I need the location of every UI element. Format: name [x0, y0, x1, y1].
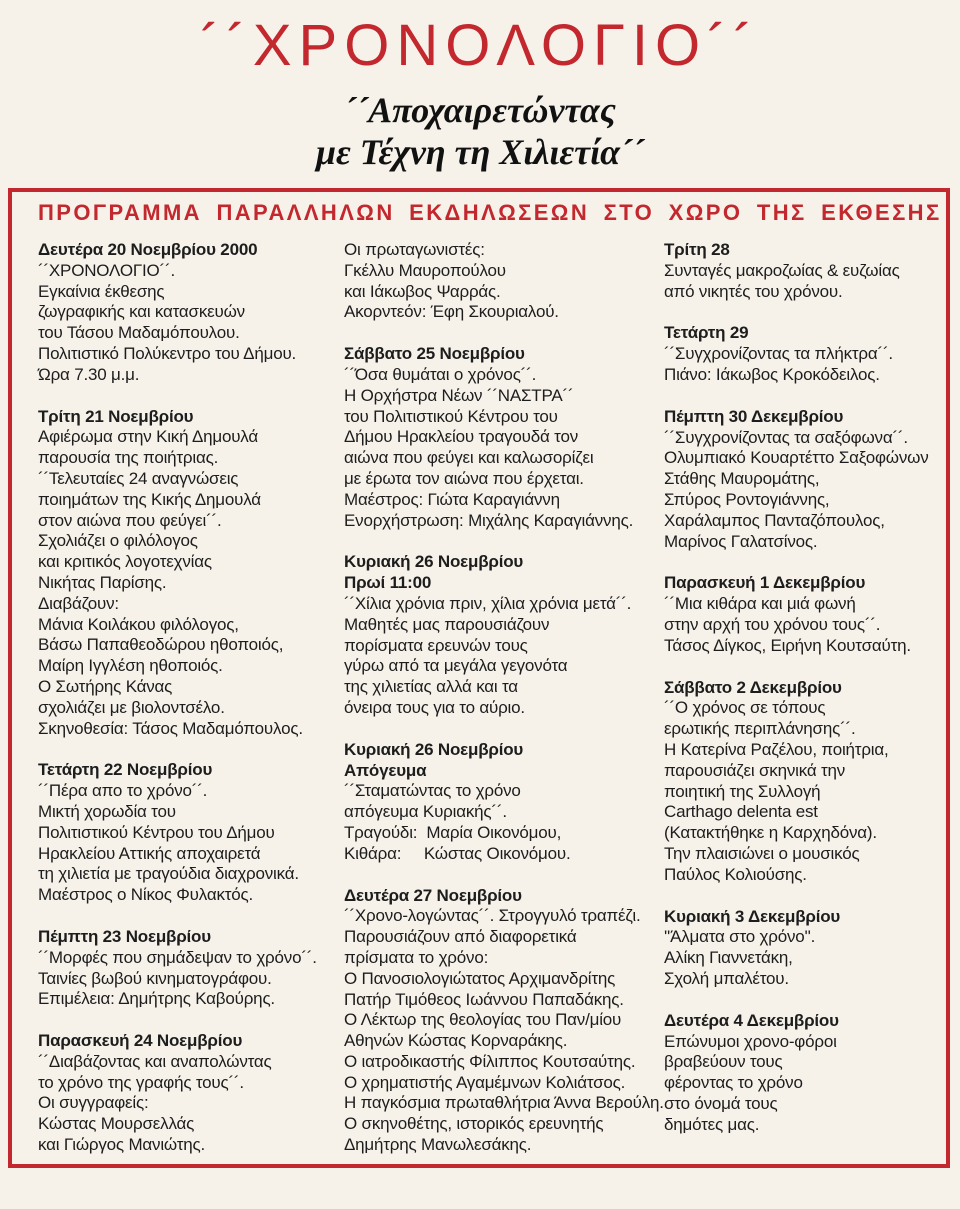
event-date-heading: Σάββατο 25 Νοεμβρίου — [344, 344, 525, 364]
event-text-line: ποιητική της Συλλογή — [664, 781, 821, 801]
event-text-line: Πολιτιστικό Πολύκεντρο του Δήμου. — [38, 343, 297, 363]
event-date-heading: Τρίτη 28 — [664, 240, 730, 259]
event-text-line: ´´ΧΡΟΝΟΛΟΓΙΟ´´. — [38, 260, 175, 280]
event-date-heading: Δευτέρα 27 Νοεμβρίου — [344, 885, 522, 905]
event-text-line: φέροντας το χρόνο — [664, 1073, 803, 1093]
event-date-heading: Κυριακή 3 Δεκεμβρίου — [664, 906, 841, 926]
event-text-line: Σπύρος Ροντογιάννης, — [664, 489, 830, 509]
event-date-heading: Τετάρτη 22 Νοεμβρίου — [38, 760, 213, 780]
event-entry — [664, 323, 954, 385]
event-text-line: πορίσματα ερευνών τους — [344, 635, 528, 655]
event-text-line: παρουσιάζει σκηνικά την — [664, 760, 846, 780]
event-text-line: στον αιώνα που φεύγει´´. — [38, 510, 222, 530]
event-text-line: Επιμέλεια: Δημήτρης Καβούρης. — [38, 989, 275, 1009]
event-date-heading: Κυριακή 26 Νοεμβρίου — [344, 552, 524, 572]
event-text-line: Μαθητές μας παρουσιάζουν — [344, 614, 550, 634]
event-text-line: Παύλος Κολιούσης. — [664, 864, 807, 884]
page-title: ´´ΧΡΟΝΟΛΟΓΙΟ´´ — [200, 13, 760, 78]
event-entry — [664, 907, 954, 990]
event-text-line: και Ιάκωβος Ψαρράς. — [344, 281, 501, 301]
event-entry — [38, 407, 340, 740]
event-date-heading: Πρωί 11:00 — [344, 573, 432, 593]
event-entry — [344, 344, 660, 531]
event-text-line: (Κατακτήθηκε η Καρχηδόνα). — [664, 823, 877, 843]
event-text-line: Κώστας Μουρσελλάς — [38, 1114, 195, 1134]
event-text-line: από νικητές του χρόνου. — [664, 281, 843, 301]
event-text-line: Η Κατερίνα Ραζέλου, ποιήτρια, — [664, 739, 889, 759]
page-subtitle — [0, 89, 960, 174]
event-text-line: Αλίκη Γιαννετάκη, — [664, 948, 793, 968]
event-text-line: ''Άλματα στο χρόνο''. — [664, 927, 816, 947]
event-text-line: Μαέστρος ο Νίκος Φυλακτός. — [38, 885, 254, 905]
event-text-line: Νικήτας Παρίσης. — [38, 572, 167, 592]
event-entry — [344, 740, 660, 865]
event-text-line: Οι συγγραφείς: — [38, 1093, 149, 1113]
event-text-line: ´´Μορφές που σημάδεψαν το χρόνο´´. — [38, 947, 317, 967]
event-entry — [38, 240, 340, 386]
page-subtitle-line2: με Τέχνη τη Χιλιετία´´ — [315, 132, 645, 173]
event-text-line: δημότες μας. — [664, 1114, 760, 1134]
event-text-line: ´´Συγχρονίζοντας τα σαξόφωνα´´. — [664, 427, 908, 447]
event-text-line: Στάθης Μαυρομάτης, — [664, 469, 820, 489]
event-text-line: παρουσία της ποιήτριας. — [38, 448, 219, 468]
event-entry — [38, 927, 340, 1010]
event-text-line: Κιθάρα: Κώστας Οικονόμου. — [344, 843, 571, 863]
event-entry — [664, 1011, 954, 1136]
event-entry — [38, 760, 340, 906]
event-text-line: στην αρχή του χρόνου τους´´. — [664, 614, 881, 634]
event-text-line: ζωγραφικής και κατασκευών — [38, 302, 245, 322]
event-text-line: Ταινίες βωβού κινηματογράφου. — [38, 968, 272, 988]
event-text-line: με έρωτα τον αιώνα που έρχεται. — [344, 468, 584, 488]
masthead — [0, 0, 960, 174]
event-date-heading: Δευτέρα 20 Νοεμβρίου 2000 — [38, 240, 258, 259]
event-date-heading: Πέμπτη 23 Νοεμβρίου — [38, 926, 211, 946]
event-date-heading: Σάββατο 2 Δεκεμβρίου — [664, 677, 842, 697]
event-entry — [344, 552, 660, 718]
event-text-line: Η παγκόσμια πρωταθλήτρια Άννα Βερούλη. — [344, 1093, 664, 1113]
event-text-line: ´´Χρονο-λογώντας´´. Στρογγυλό τραπέζι. — [344, 906, 641, 926]
event-text-line: και κριτικός λογοτεχνίας — [38, 552, 212, 572]
event-date-heading: Παρασκευή 24 Νοεμβρίου — [38, 1031, 243, 1051]
event-text-line: Ώρα 7.30 μ.μ. — [38, 364, 140, 384]
event-entry — [344, 885, 664, 1156]
event-text-line: το χρόνο της γραφής τους´´. — [38, 1072, 244, 1092]
event-text-line: ´´Ο χρόνος σε τόπους — [664, 698, 826, 718]
event-entry — [38, 1031, 340, 1156]
event-text-line: του Πολιτιστικού Κέντρου του — [344, 406, 558, 426]
event-text-line: Πιάνο: Ιάκωβος Κροκόδειλος. — [664, 364, 880, 384]
program-box — [8, 188, 950, 1168]
event-text-line: ´´Τελευταίες 24 αναγνώσεις — [38, 468, 239, 488]
event-text-line: Δημήτρης Μανωλεσάκης. — [344, 1135, 532, 1155]
event-date-heading: Τρίτη 21 Νοεμβρίου — [38, 406, 194, 426]
event-text-line: Μικτή χορωδία του — [38, 801, 176, 821]
event-text-line: Ακορντεόν: Έφη Σκουριαλού. — [344, 302, 559, 322]
event-text-line: Μαέστρος: Γιώτα Καραγιάννη — [344, 489, 560, 509]
event-date-heading: Κυριακή 26 Νοεμβρίου — [344, 739, 524, 759]
event-date-heading: Τετάρτη 29 — [664, 323, 749, 343]
event-text-line: όνειρα τους για το αύριο. — [344, 697, 525, 717]
program-column-2 — [344, 240, 664, 1177]
event-text-line: και Γιώργος Μανιώτης. — [38, 1135, 206, 1155]
event-text-line: Επώνυμοι χρονο-φόροι — [664, 1031, 837, 1051]
event-date-heading: Πέμπτη 30 Δεκεμβρίου — [664, 406, 844, 426]
event-text-line: Μαρίνος Γαλατσίνος. — [664, 531, 818, 551]
event-text-line: Γκέλλυ Μαυροπούλου — [344, 260, 506, 280]
event-text-line: Συνταγές μακροζωίας & ευζωίας — [664, 260, 900, 280]
event-text-line: πρίσματα το χρόνο: — [344, 947, 489, 967]
event-text-line: Ο χρηματιστής Αγαμέμνων Κολιάτσος. — [344, 1072, 626, 1092]
event-text-line: ερωτικής περιπλάνησης´´. — [664, 719, 856, 739]
event-text-line: Την πλαισιώνει ο μουσικός — [664, 843, 860, 863]
event-text-line: στο όνομά τους — [664, 1093, 778, 1113]
event-date-heading: Απόγευμα — [344, 760, 427, 780]
event-text-line: Χαράλαμπος Πανταζόπουλος, — [664, 510, 885, 530]
event-text-line: αιώνα που φεύγει και καλωσορίζει — [344, 448, 594, 468]
event-text-line: γύρω από τα μεγάλα γεγονότα — [344, 656, 568, 676]
event-text-line: Σκηνοθεσία: Τάσος Μαδαμόπουλος. — [38, 718, 303, 738]
event-text-line: ´´Μια κιθάρα και μιά φωνή — [664, 594, 856, 614]
event-text-line: Σχολή μπαλέτου. — [664, 968, 789, 988]
event-text-line: απόγευμα Κυριακής´´. — [344, 802, 507, 822]
event-text-line: Τραγούδι: Μαρία Οικονόμου, — [344, 822, 562, 842]
event-entry — [664, 240, 954, 302]
event-text-line: Ολυμπιακό Κουαρτέττο Σαξοφώνων — [664, 448, 929, 468]
event-text-line: ´´Πέρα απο το χρόνο´´. — [38, 781, 208, 801]
event-text-line: Ηρακλείου Αττικής αποχαιρετά — [38, 843, 261, 863]
program-column-3 — [664, 240, 954, 1177]
event-text-line: βραβεύουν τους — [664, 1052, 783, 1072]
event-date-heading: Παρασκευή 1 Δεκεμβρίου — [664, 573, 866, 593]
program-column-1 — [38, 240, 340, 1177]
event-entry — [664, 407, 954, 553]
event-text-line: του Τάσου Μαδαμόπουλου. — [38, 323, 240, 343]
program-columns — [12, 226, 946, 1177]
event-text-line: ´´Χίλια χρόνια πριν, χίλια χρόνια μετά´´. — [344, 593, 632, 613]
event-text-line: Αφιέρωμα στην Κική Δημουλά — [38, 427, 258, 447]
program-header: ΠΡΟΓΡΑΜΜΑ ΠΑΡΑΛΛΗΛΩΝ ΕΚΔΗΛΩΣΕΩΝ ΣΤΟ ΧΩΡΟ ΤΗΣ ΕΚΘΕΣΗΣ — [38, 200, 942, 225]
event-text-line: Τάσος Δίγκος, Ειρήνη Κουτσαύτη. — [664, 635, 911, 655]
event-text-line: Carthago delenta est — [664, 802, 818, 822]
event-text-line: Ο Λέκτωρ της θεολογίας του Παν/μίου — [344, 1010, 622, 1030]
event-text-line: Σχολιάζει ο φιλόλογος — [38, 531, 198, 551]
event-text-line: Ο ιατροδικαστής Φίλιππος Κουτσαύτης. — [344, 1051, 636, 1071]
event-text-line: Ενορχήστρωση: Μιχάλης Καραγιάννης. — [344, 510, 634, 530]
event-text-line: Οι πρωταγωνιστές: — [344, 240, 485, 259]
event-entry — [664, 678, 954, 886]
event-entry — [344, 240, 660, 323]
event-text-line: Αθηνών Κώστας Κορναράκης. — [344, 1031, 568, 1051]
event-text-line: ποιημάτων της Κικής Δημουλά — [38, 489, 261, 509]
event-text-line: Πολιτιστικού Κέντρου του Δήμου — [38, 822, 275, 842]
event-text-line: της χιλιετίας αλλά και τα — [344, 677, 518, 697]
event-text-line: Βάσω Παπαθεοδώρου ηθοποιός, — [38, 635, 284, 655]
event-date-heading: Δευτέρα 4 Δεκεμβρίου — [664, 1010, 839, 1030]
event-text-line: ´´Όσα θυμάται ο χρόνος´´. — [344, 364, 537, 384]
event-text-line: Διαβάζουν: — [38, 593, 119, 613]
page-subtitle-line1: ´´Αποχαιρετώντας — [344, 89, 616, 130]
event-text-line: Ο σκηνοθέτης, ιστορικός ερευνητής — [344, 1114, 604, 1134]
event-text-line: ´´Διαβάζοντας και αναπολώντας — [38, 1051, 272, 1071]
event-text-line: Δήμου Ηρακλείου τραγουδά τον — [344, 427, 578, 447]
event-text-line: Ο Πανοσιολογιώτατος Αρχιμανδρίτης — [344, 968, 616, 988]
event-text-line: ´´Συγχρονίζοντας τα πλήκτρα´´. — [664, 344, 893, 364]
event-entry — [664, 573, 954, 656]
event-text-line: ´´Σταματώντας το χρόνο — [344, 781, 521, 801]
event-text-line: τη χιλιετία με τραγούδια διαχρονικά. — [38, 864, 299, 884]
event-text-line: Παρουσιάζουν από διαφορετικά — [344, 927, 577, 947]
event-text-line: Μαίρη Ιγγλέση ηθοποιός. — [38, 656, 223, 676]
event-text-line: Μάνια Κοιλάκου φιλόλογος, — [38, 614, 239, 634]
event-text-line: σχολιάζει με βιολοντσέλο. — [38, 697, 225, 717]
event-text-line: Η Ορχήστρα Νέων ´´ΝΑΣΤΡΑ´´ — [344, 385, 574, 405]
event-text-line: Πατήρ Τιμόθεος Ιωάννου Παπαδάκης. — [344, 989, 624, 1009]
event-text-line: Ο Σωτήρης Κάνας — [38, 676, 173, 696]
event-text-line: Εγκαίνια έκθεσης — [38, 281, 165, 301]
